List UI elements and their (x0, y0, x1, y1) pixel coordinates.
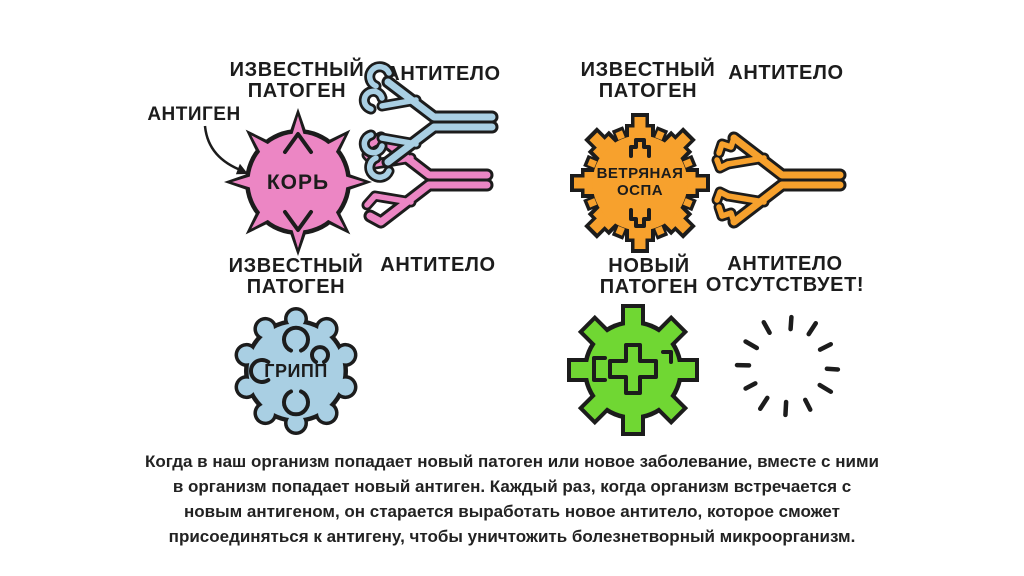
measles-pathogen-title-line2: ПАТОГЕН (247, 80, 347, 102)
caption-paragraph (52, 449, 972, 549)
measles-pathogen-title-line1: ИЗВЕСТНЫЙ (229, 59, 365, 81)
chickenpox-virus-name-line1: ВЕТРЯНАЯ (596, 165, 684, 182)
absent-antibody-title-line1: АНТИТЕЛО (727, 253, 843, 275)
new-pathogen-virus-icon (558, 295, 708, 445)
flu-antibody-title: АНТИТЕЛО (380, 254, 496, 276)
chickenpox-pathogen-title-line2: ПАТОГЕН (598, 80, 698, 102)
caption-line-3: новым антигеном, он старается выработать новое антитело, которое сможет (184, 502, 840, 521)
absent-antibody-title-line2: ОТСУТСТВУЕТ! (705, 274, 865, 296)
chickenpox-pathogen-title-line1: ИЗВЕСТНЫЙ (580, 59, 716, 81)
flu-virus-name: ГРИПП (264, 361, 328, 381)
antibody-outline-layer (717, 138, 840, 222)
chickenpox-virus-name-line2: ОСПА (616, 182, 664, 199)
new-pathogen-title-line1: НОВЫЙ (608, 255, 690, 277)
measles-virus-name: КОРЬ (266, 171, 330, 194)
chickenpox-antibody-title: АНТИТЕЛО (728, 62, 844, 84)
flu-pathogen-title-line1: ИЗВЕСТНЫЙ (228, 255, 364, 277)
flu-antibody-icon (330, 57, 500, 187)
caption-line-4: присоединяться к антигену, чтобы уничтожить болезнетворный микроорганизм. (168, 527, 856, 546)
new-pathogen-title-line2: ПАТОГЕН (599, 276, 699, 298)
panel-new-pathogen (512, 250, 1024, 450)
antibody-outline-layer (364, 67, 492, 178)
chickenpox-antibody-icon (678, 115, 848, 245)
absent-antibody-dashed-circle-icon (728, 306, 848, 426)
caption-line-2: в организм попадает новый антиген. Каждый раз, когда организм встречается с (172, 477, 852, 496)
panel-chickenpox (512, 0, 1024, 250)
measles-antibody-title: АНТИТЕЛО (385, 63, 501, 85)
new-pathogen-fill-layer (571, 308, 695, 432)
flu-pathogen-title-line2: ПАТОГЕН (246, 276, 346, 298)
panel-flu (0, 250, 512, 450)
antigen-label: АНТИГЕН (147, 104, 241, 125)
caption-line-1: Когда в наш организм попадает новый патоген или новое заболевание, вместе с ними (145, 452, 879, 471)
